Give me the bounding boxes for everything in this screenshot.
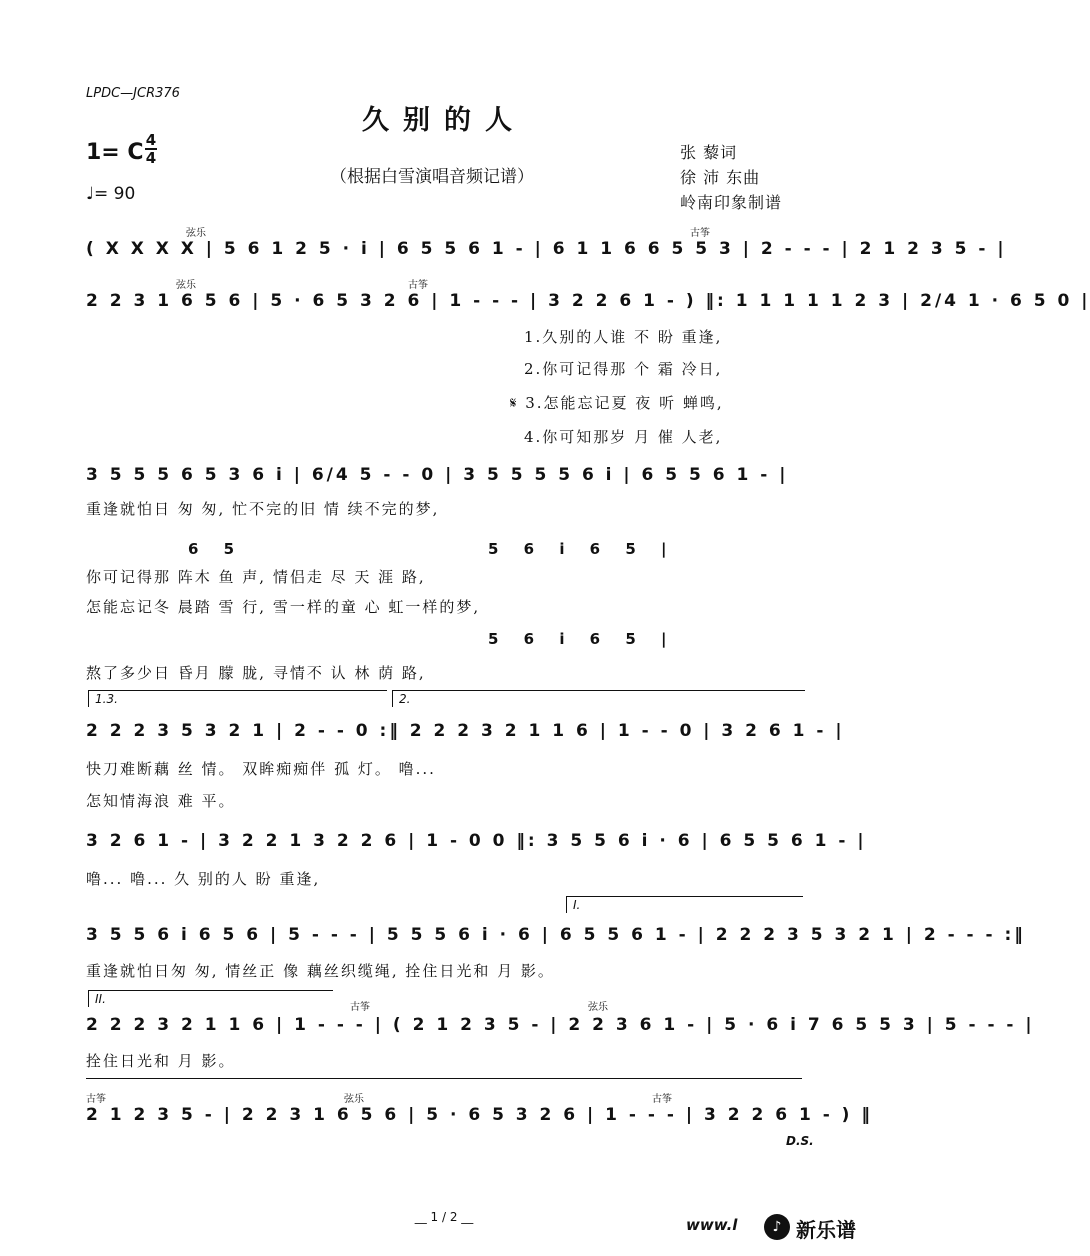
instrument-mark: 古筝 <box>690 228 710 239</box>
music-row: 2 2 2 3 2 1 1 6 | 1 - - - | ( 2 1 2 3 5 - | 2 2 3 6 1 - | 5 · 6 i 7 6 5 5 3 | 5 - - - | <box>86 1015 1035 1035</box>
lyricist-credit: 张 藜词 <box>680 143 738 162</box>
song-title: 久别的人 <box>362 105 526 136</box>
time-signature-bottom: 4 <box>145 149 157 167</box>
music-row: 2 2 2 3 5 3 2 1 | 2 - - 0 :‖ 2 2 2 3 2 1 1 6 | 1 - - 0 | 3 2 6 1 - | <box>86 721 845 741</box>
volta-bracket <box>566 896 803 913</box>
vinyl-record-icon: ♪ <box>764 1214 790 1240</box>
time-signature <box>145 132 157 166</box>
system-line <box>86 1078 802 1079</box>
arranger-credit: 岭南印象制谱 <box>680 193 783 212</box>
instrument-mark: 古筝 <box>408 280 428 291</box>
instrument-mark: 古筝 <box>86 1094 106 1105</box>
lyric-line: 𝄋 3.怎能忘记夏 夜 听 蝉鸣, <box>510 394 724 412</box>
tempo-marking: ♩= 90 <box>86 184 136 204</box>
composer-credit: 徐 沛 东曲 <box>680 168 761 187</box>
instrument-mark: 古筝 <box>350 1002 370 1013</box>
lyric-line: 2.你可记得那 个 霜 冷日, <box>524 360 723 378</box>
lyric-line: 快刀难断藕 丝 情。 双眸痴痴伴 孤 灯。 噜... <box>86 760 436 778</box>
music-row: 2 1 2 3 5 - | 2 2 3 1 6 5 6 | 5 · 6 5 3 2 6 | 1 - - - | 3 2 2 6 1 - ) ‖ <box>86 1105 873 1125</box>
site-watermark: www.l <box>686 1216 738 1234</box>
music-row: 3 5 5 5 6 5 3 6 i | 6/4 5 - - 0 | 3 5 5 5 5 6 i | 6 5 5 6 1 - | <box>86 465 789 485</box>
alt-notes: 5 6 i 6 5 | <box>488 540 677 558</box>
music-row: 3 5 5 6 i 6 5 6 | 5 - - - | 5 5 5 6 i · 6 | 6 5 5 6 1 - | 2 2 2 3 5 3 2 1 | 2 - - - :‖ <box>86 925 1026 945</box>
alt-notes: 6 5 <box>188 540 245 558</box>
alt-notes: 5 6 i 6 5 | <box>488 630 677 648</box>
volta-bracket <box>88 690 387 707</box>
volta-label: 2. <box>399 692 411 706</box>
lyric-line: 重逢就怕日匆 匆, 情丝正 像 藕丝织缆绳, 拴住日光和 月 影。 <box>86 962 555 980</box>
lyric-line: 重逢就怕日 匆 匆, 忙不完的旧 情 续不完的梦, <box>86 500 440 518</box>
music-row: ( X X X X | 5 6 1 2 5 · i | 6 5 5 6 1 - | 6 1 1 6 6 5 5 3 | 2 - - - | 2 1 2 3 5 - | <box>86 239 1007 259</box>
instrument-mark: 弦乐 <box>186 228 206 239</box>
volta-label: II. <box>95 992 106 1006</box>
instrument-mark: 弦乐 <box>176 280 196 291</box>
lyric-line: 噜... 噜... 久 别的人 盼 重逢, <box>86 870 321 888</box>
lyric-line: 怎知情海浪 难 平。 <box>86 792 236 810</box>
lyric-line: 熬了多少日 昏月 朦 胧, 寻情不 认 林 荫 路, <box>86 664 426 682</box>
page-number: __ 1 / 2 __ <box>414 1210 474 1224</box>
key-signature: 1= C <box>86 140 144 165</box>
lyric-line: 拴住日光和 月 影。 <box>86 1052 236 1070</box>
instrument-mark: 弦乐 <box>588 1002 608 1013</box>
score-code: LPDC—JCR376 <box>86 86 180 101</box>
lyric-line: 1.久别的人谁 不 盼 重逢, <box>524 328 723 346</box>
song-subtitle: （根据白雪演唱音频记谱） <box>330 167 534 187</box>
volta-bracket <box>392 690 805 707</box>
time-signature-top: 4 <box>145 131 157 149</box>
brand-logo: 新乐谱 <box>796 1218 856 1242</box>
instrument-mark: 古筝 <box>652 1094 672 1105</box>
lyric-line: 怎能忘记冬 晨踏 雪 行, 雪一样的童 心 虹一样的梦, <box>86 598 481 616</box>
music-row: 2 2 3 1 6 5 6 | 5 · 6 5 3 2 6 | 1 - - - | 3 2 2 6 1 - ) ‖: 1 1 1 1 1 2 3 | 2/4 1 · 6 5 0 | <box>86 291 1090 311</box>
volta-label: I. <box>573 898 581 912</box>
music-row: 3 2 6 1 - | 3 2 2 1 3 2 2 6 | 1 - 0 0 ‖: 3 5 5 6 i · 6 | 6 5 5 6 1 - | <box>86 831 867 851</box>
ds-marking: D.S. <box>786 1134 814 1148</box>
instrument-mark: 弦乐 <box>344 1094 364 1105</box>
volta-bracket <box>88 990 333 1007</box>
lyric-line: 你可记得那 阵木 鱼 声, 情侣走 尽 天 涯 路, <box>86 568 426 586</box>
volta-label: 1.3. <box>95 692 118 706</box>
lyric-line: 4.你可知那岁 月 催 人老, <box>524 428 723 446</box>
